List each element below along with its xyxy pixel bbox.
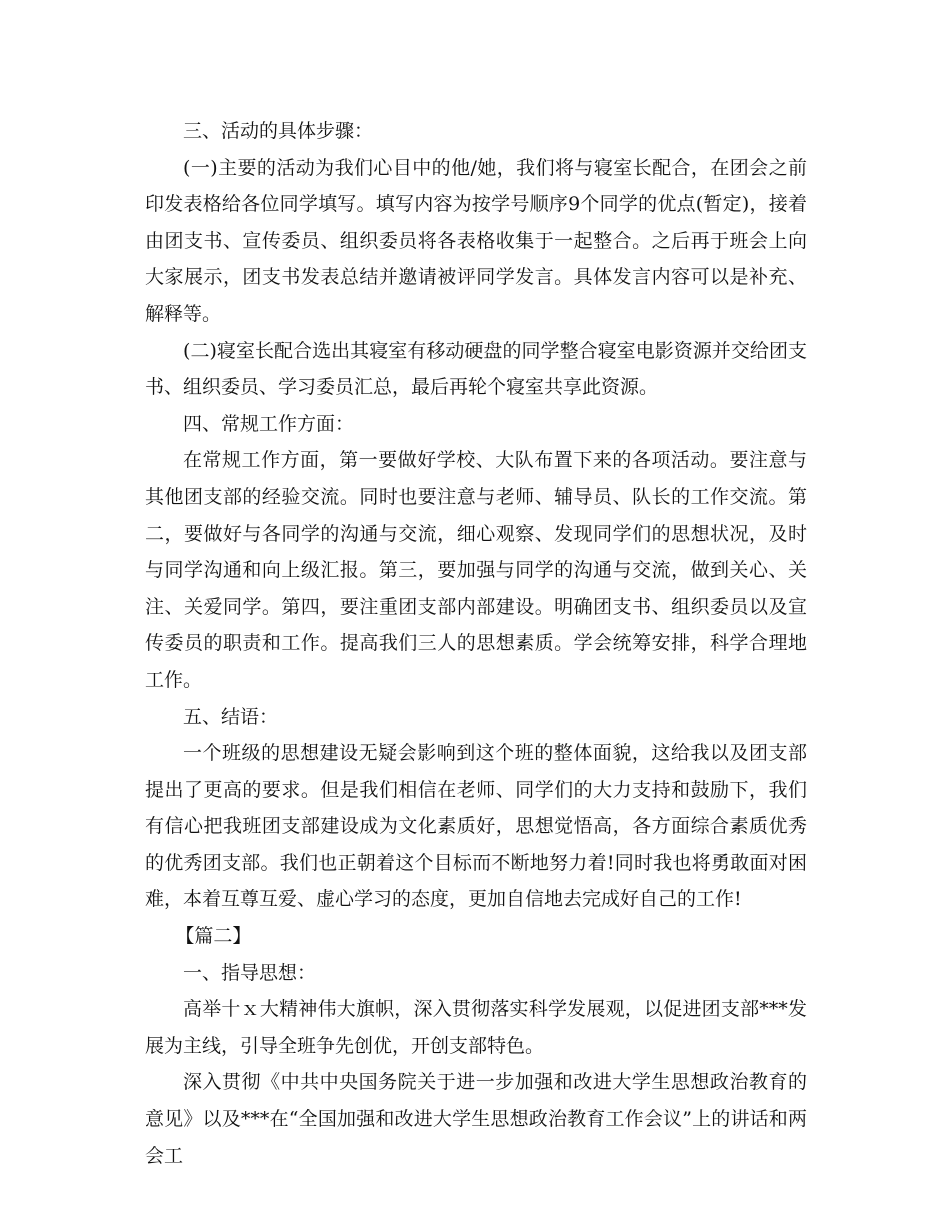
paragraph-routine-work: 在常规工作方面，第一要做好学校、大队布置下来的各项活动。要注意与其他团支部的经验交流。同时也要注意与老师、辅导员、队长的工作交流。第二，要做好与各同学的沟通与交流，细心观察、发现同学们的思想状况，及时与同学沟通和向上级汇报。第三，要加强与同学的沟通与交流，做到关心、关注、关爱同学。第四，要注重团支部内部建设。明确团支书、组织委员以及宣传委员的职责和工作。提高我们三人的思想素质。学会统筹安排，科学合理地工作。 [145,449,807,691]
section-mark-part-two: 【篇二】 [175,925,252,948]
section-heading-conclusion: 五、结语： [183,705,279,728]
document-body [145,113,807,1174]
paragraph-guiding-ideology: 高举十ｘ大精神伟大旗帜，深入贯彻落实科学发展观，以促进团支部***发展为主线，引导全班争先创优，开创支部特色。 [145,998,807,1057]
paragraph-step-two: (二)寝室长配合选出其寝室有移动硬盘的同学整合寝室电影资源并交给团支书、组织委员、学习委员汇总，最后再轮个寝室共享此资源。 [145,339,807,399]
paragraph-conclusion: 一个班级的思想建设无疑会影响到这个班的整体面貌，这给我以及团支部提出了更高的要求。但是我们相信在老师、同学们的大力支持和鼓励下，我们有信心把我班团支部建设成为文化素质好，思想觉悟高，各方面综合素质优秀的优秀团支部。我们也正朝着这个目标而不断地努力着!同时我也将勇敢面对困难，本着互尊互爱、虚心学习的态度，更加自信地去完成好自己的工作! [145,742,807,911]
section-heading-activity-steps: 三、活动的具体步骤： [183,120,374,142]
paragraph-implementation: 深入贯彻《中共中央国务院关于进一步加强和改进大学生思想政治教育的意见》以及***在“全国加强和改进大学生思想政治教育工作会议”上的讲话和两会工 [145,1071,807,1167]
paragraph-step-one: (一)主要的活动为我们心目中的他/她，我们将与寝室长配合，在团会之前印发表格给各位同学填写。填写内容为按学号顺序9个同学的优点(暂定)，接着由团支书、宣传委员、组织委员将各表格收集于一起整合。之后再于班会上向大家展示，团支书发表总结并邀请被评同学发言。具体发言内容可以是补充、解释等。 [145,156,807,325]
section-heading-guiding-ideology: 一、指导思想： [183,961,317,984]
section-heading-routine-work: 四、常规工作方面： [183,412,355,435]
